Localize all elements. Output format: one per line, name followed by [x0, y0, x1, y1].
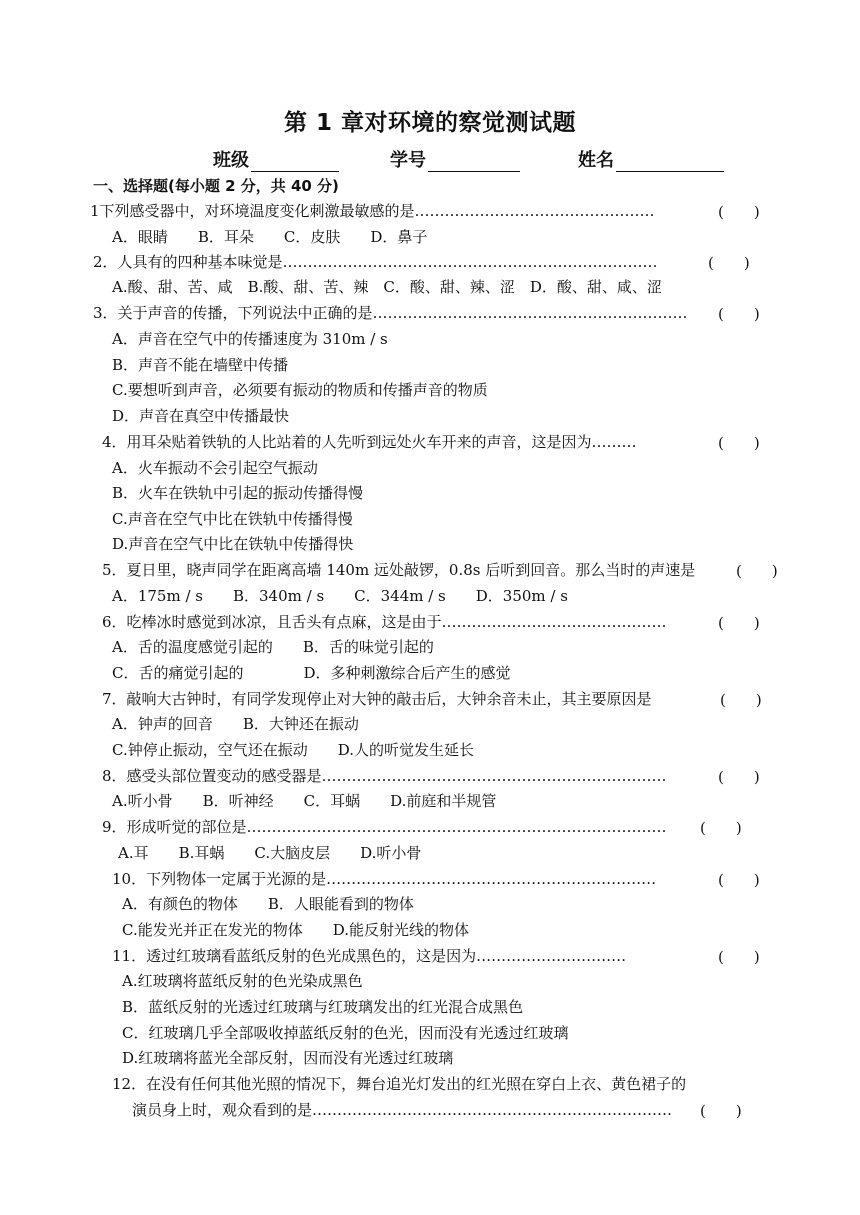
answer-paren-12[interactable]: ( ) — [700, 1102, 742, 1120]
question-6-options-cd: C．舌的痛觉引起的 D．多种刺激综合后产生的感觉 — [112, 664, 511, 682]
answer-paren-10[interactable]: ( ) — [718, 871, 760, 889]
student-id-blank[interactable] — [428, 153, 520, 172]
question-12-stem-continued: 演员身上时，观众看到的是……………………………………………………………… — [132, 1101, 673, 1119]
question-3-option-a: A．声音在空气中的传播速度为 310m / s — [112, 330, 388, 348]
name-field — [578, 146, 724, 172]
question-7-stem: 7．敲响大古钟时，有同学发现停止对大钟的敲击后，大钟余音未止，其主要原因是 — [102, 690, 652, 708]
question-11-option-c: C．红玻璃几乎全部吸收掉蓝纸反射的色光，因而没有光透过红玻璃 — [122, 1024, 569, 1042]
student-id-field — [390, 146, 520, 172]
question-5-options: A．175m / s B．340m / s C．344m / s D．350m / s — [112, 587, 568, 605]
question-10-options-cd: C.能发光并正在发光的物体 D.能反射光线的物体 — [122, 921, 469, 939]
student-id-label: 学号 — [390, 150, 426, 171]
answer-paren-7[interactable]: ( ) — [720, 691, 762, 709]
answer-paren-4[interactable]: ( ) — [718, 434, 760, 452]
question-12-stem: 12．在没有任何其他光照的情况下，舞台追光灯发出的红光照在穿白上衣、黄色裙子的 — [112, 1075, 687, 1093]
question-5-stem: 5．夏日里，晓声同学在距离高墙 140m 远处敲锣，0.8s 后听到回音。那么当时的声速是 — [102, 561, 696, 579]
question-4-option-c: C.声音在空气中比在铁轨中传播得慢 — [112, 510, 353, 528]
question-8-stem: 8．感受头部位置变动的感受器是…………………………………………………………… — [102, 767, 667, 785]
name-blank[interactable] — [616, 153, 724, 172]
name-label: 姓名 — [578, 150, 614, 171]
question-6-stem: 6．吃棒冰时感觉到冰凉，且舌头有点麻，这是由于……………………………………… — [102, 613, 667, 631]
question-7-options-ab: A．钟声的回音 B．大钟还在振动 — [112, 715, 359, 733]
page-title: 第 1 章对环境的察觉测试题 — [283, 110, 577, 136]
class-label: 班级 — [213, 150, 249, 171]
class-field — [213, 146, 339, 172]
question-9-options: A.耳 B.耳蜗 C.大脑皮层 D.听小骨 — [118, 844, 422, 862]
question-2-stem: 2．人具有的四种基本味觉是………………………………………………………………… — [93, 253, 658, 271]
question-4-option-a: A．火车振动不会引起空气振动 — [112, 459, 318, 477]
question-4-stem: 4．用耳朵贴着铁轨的人比站着的人先听到远处火车开来的声音，这是因为……… — [102, 433, 637, 451]
question-11-stem: 11．透过红玻璃看蓝纸反射的色光成黑色的，这是因为………………………… — [112, 947, 627, 965]
answer-paren-11[interactable]: ( ) — [718, 948, 760, 966]
question-11-option-a: A.红玻璃将蓝纸反射的色光染成黑色 — [122, 972, 363, 990]
answer-paren-2[interactable]: ( ) — [708, 254, 750, 272]
question-4-option-b: B．火车在铁轨中引起的振动传播得慢 — [112, 484, 364, 502]
answer-paren-1[interactable]: ( ) — [718, 203, 760, 221]
question-7-options-cd: C.钟停止振动，空气还在振动 D.人的听觉发生延长 — [112, 741, 474, 759]
question-3-stem: 3．关于声音的传播，下列说法中正确的是……………………………………………………… — [93, 304, 688, 322]
question-1-stem: 1下列感受器中，对环境温度变化刺激最敏感的是………………………………………… — [90, 202, 655, 220]
question-3-option-c: C.要想听到声音，必须要有振动的物质和传播声音的物质 — [112, 381, 488, 399]
answer-paren-9[interactable]: ( ) — [700, 819, 742, 837]
class-blank[interactable] — [251, 153, 339, 172]
answer-paren-3[interactable]: ( ) — [718, 305, 760, 323]
question-8-options: A.听小骨 B．听神经 C．耳蜗 D.前庭和半规管 — [112, 792, 497, 810]
question-10-stem: 10．下列物体一定属于光源的是………………………………………………………… — [112, 870, 657, 888]
question-2-options: A.酸、甜、苦、咸 B.酸、甜、苦、辣 C．酸、甜、辣、涩 D．酸、甜、咸、涩 — [112, 278, 662, 296]
question-3-option-d: D．声音在真空中传播最快 — [112, 407, 290, 425]
question-4-option-d: D.声音在空气中比在铁轨中传播得快 — [112, 535, 354, 553]
question-1-options: A．眼睛 B．耳朵 C．皮肤 D．鼻子 — [112, 228, 428, 246]
question-11-option-b: B．蓝纸反射的光透过红玻璃与红玻璃发出的红光混合成黑色 — [122, 998, 524, 1016]
question-6-options-ab: A．舌的温度感觉引起的 B．舌的味觉引起的 — [112, 638, 434, 656]
answer-paren-5[interactable]: ( ) — [736, 562, 778, 580]
question-10-options-ab: A．有颜色的物体 B．人眼能看到的物体 — [122, 895, 414, 913]
question-9-stem: 9．形成听觉的部位是………………………………………………………………………… — [102, 818, 667, 836]
question-11-option-d: D.红玻璃将蓝光全部反射，因而没有光透过红玻璃 — [122, 1049, 454, 1067]
answer-paren-6[interactable]: ( ) — [718, 614, 760, 632]
answer-paren-8[interactable]: ( ) — [718, 768, 760, 786]
section-title: 一、选择题(每小题 2 分，共 40 分) — [93, 177, 339, 195]
question-3-option-b: B．声音不能在墙壁中传播 — [112, 356, 289, 374]
